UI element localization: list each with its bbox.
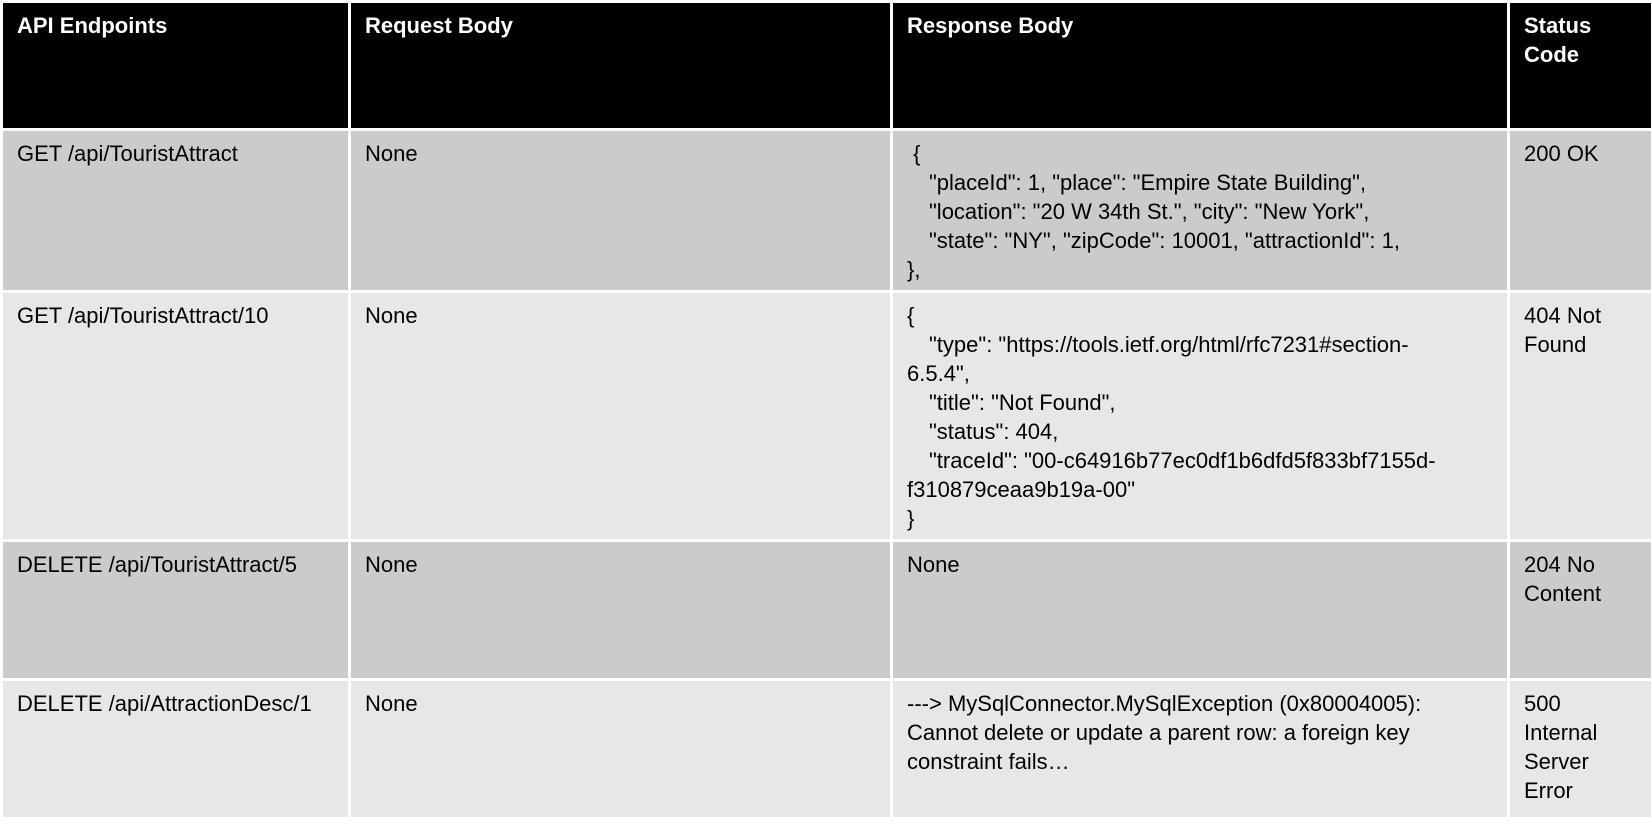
response-line: 6.5.4", xyxy=(907,361,970,386)
request-body-cell: None xyxy=(350,292,892,541)
header-api-endpoints: API Endpoints xyxy=(2,2,350,130)
header-status-code: Status Code xyxy=(1509,2,1651,130)
request-body-cell: None xyxy=(350,541,892,680)
endpoint-cell: GET /api/TouristAttract xyxy=(2,130,350,292)
table-row xyxy=(2,541,1651,680)
response-body-cell xyxy=(892,130,1509,292)
endpoint-cell: GET /api/TouristAttract/10 xyxy=(2,292,350,541)
response-line: "type": "https://tools.ietf.org/html/rfc7231#section- xyxy=(929,332,1409,357)
response-body-cell xyxy=(892,292,1509,541)
status-code-cell: 500 Internal Server Error xyxy=(1509,680,1651,819)
response-line: }, xyxy=(907,257,921,282)
response-line: "placeId": 1, "place": "Empire State Building", xyxy=(929,170,1366,195)
response-line: "status": 404, xyxy=(929,419,1059,444)
request-body-cell: None xyxy=(350,680,892,819)
response-line: "traceId": "00-c64916b77ec0df1b6dfd5f833bf7155d- xyxy=(929,448,1436,473)
response-line: "state": "NY", "zipCode": 10001, "attractionId": 1, xyxy=(929,228,1400,253)
response-line: "title": "Not Found", xyxy=(929,390,1116,415)
status-code-cell: 204 No Content xyxy=(1509,541,1651,680)
response-line: { xyxy=(907,303,915,328)
response-line: { xyxy=(907,141,921,166)
response-line: f310879ceaa9b19a-00" xyxy=(907,477,1136,502)
status-code-cell: 404 Not Found xyxy=(1509,292,1651,541)
response-line: "location": "20 W 34th St.", "city": "New York", xyxy=(929,199,1370,224)
table-header-row xyxy=(2,2,1651,130)
response-body-cell: ---> MySqlConnector.MySqlException (0x80004005): Cannot delete or update a parent row: a foreign key constraint fails… xyxy=(892,680,1509,819)
request-body-cell: None xyxy=(350,130,892,292)
endpoint-cell: DELETE /api/AttractionDesc/1 xyxy=(2,680,350,819)
table-row xyxy=(2,292,1651,541)
status-code-cell: 200 OK xyxy=(1509,130,1651,292)
response-line: } xyxy=(907,506,915,531)
header-response-body: Response Body xyxy=(892,2,1509,130)
table-row xyxy=(2,680,1651,819)
table-row xyxy=(2,130,1651,292)
endpoint-cell: DELETE /api/TouristAttract/5 xyxy=(2,541,350,680)
response-body-cell: None xyxy=(892,541,1509,680)
header-request-body: Request Body xyxy=(350,2,892,130)
